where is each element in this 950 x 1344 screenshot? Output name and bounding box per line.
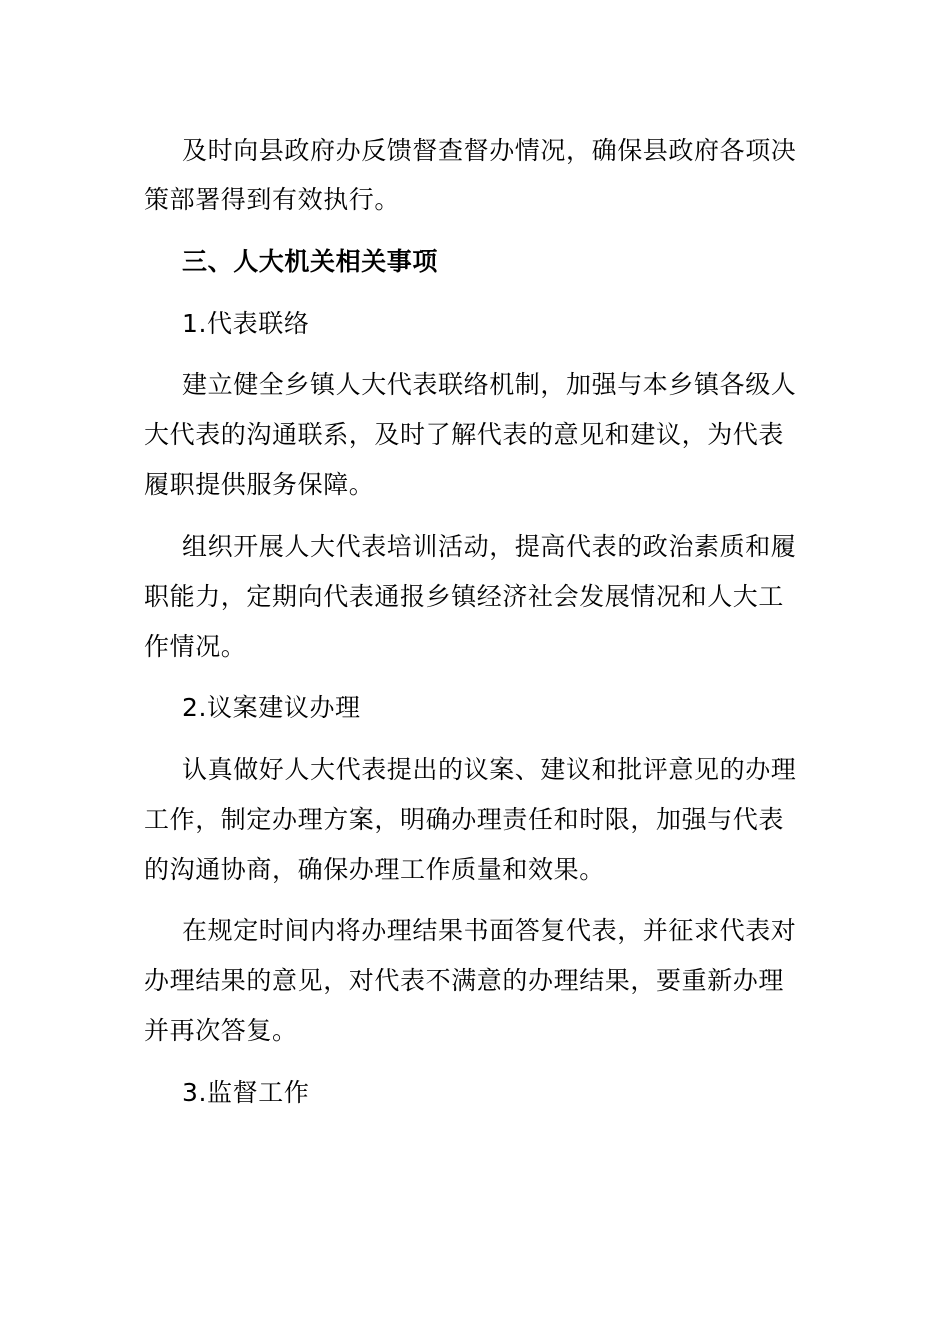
paragraph-line: 并再次答复。: [144, 1016, 298, 1045]
paragraph-line: 大代表的沟通联系，及时了解代表的意见和建议，为代表: [144, 420, 785, 449]
section-heading: 三、人大机关相关事项: [182, 247, 439, 276]
paragraph-line: 在规定时间内将办理结果书面答复代表，并征求代表对: [182, 916, 797, 945]
subsection-title: 3.监督工作: [182, 1078, 310, 1107]
paragraph-line: 认真做好人大代表提出的议案、建议和批评意见的办理: [182, 755, 797, 784]
paragraph-line: 及时向县政府办反馈督查督办情况，确保县政府各项决: [182, 136, 797, 165]
paragraph-line: 组织开展人大代表培训活动，提高代表的政治素质和履: [182, 532, 797, 561]
paragraph-line: 建立健全乡镇人大代表联络机制，加强与本乡镇各级人: [182, 370, 797, 399]
paragraph-line: 办理结果的意见，对代表不满意的办理结果，要重新办理: [144, 966, 785, 995]
paragraph-line: 作情况。: [144, 632, 247, 661]
subsection-title: 2.议案建议办理: [182, 693, 361, 722]
subsection-title: 1.代表联络: [182, 309, 310, 338]
paragraph-line: 的沟通协商，确保办理工作质量和效果。: [144, 855, 605, 884]
paragraph-line: 策部署得到有效执行。: [144, 185, 401, 214]
paragraph-line: 职能力，定期向代表通报乡镇经济社会发展情况和人大工: [144, 582, 785, 611]
paragraph-line: 工作，制定办理方案，明确办理责任和时限，加强与代表: [144, 805, 785, 834]
paragraph-line: 履职提供服务保障。: [144, 470, 375, 499]
